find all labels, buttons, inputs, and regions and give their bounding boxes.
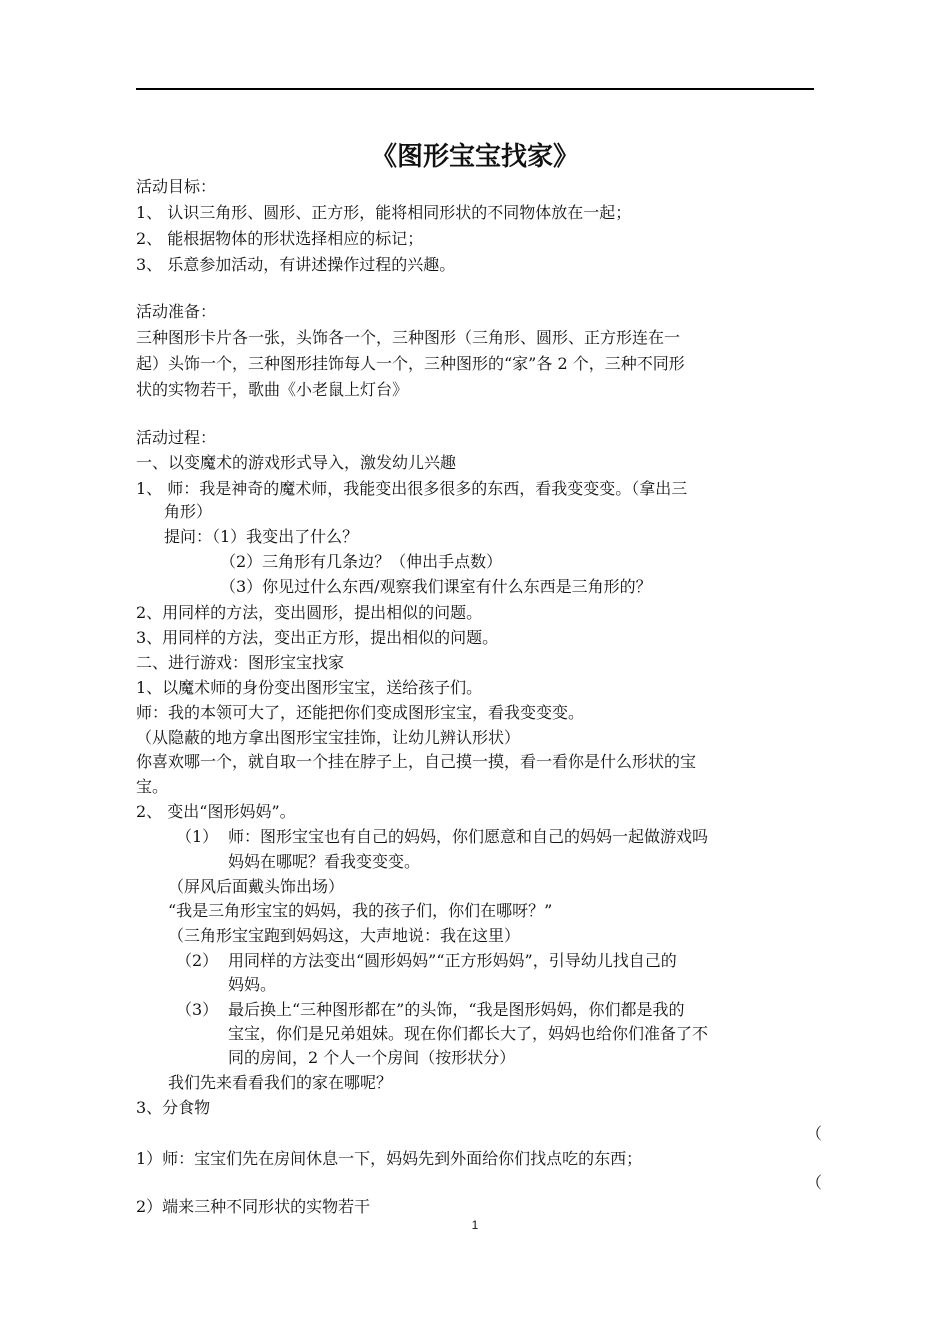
sub-item-text: 师：图形宝宝也有自己的妈妈，你们愿意和自己的妈妈一起做游戏吗 xyxy=(228,827,709,846)
stage-note: （屏风后面戴头饰出场） xyxy=(168,877,345,896)
quote-line: “我是三角形宝宝的妈妈，我的孩子们，你们在哪呀？” xyxy=(168,901,553,920)
page-title: 《图形宝宝找家》 xyxy=(370,142,579,172)
game-step-3: 3、分食物 xyxy=(136,1098,211,1117)
goal-item: 3、 乐意参加活动，有讲述操作过程的兴趣。 xyxy=(136,255,456,274)
closing-question: 我们先来看看我们的家在哪呢？ xyxy=(168,1073,393,1092)
prep-heading: 活动准备： xyxy=(136,302,217,321)
sub-item-text: 同的房间，2 个人一个房间（按形状分） xyxy=(228,1048,516,1067)
step-1-continuation: 角形） xyxy=(164,502,213,521)
sub-item-number: （1） xyxy=(176,827,219,846)
stage-note: （三角形宝宝跑到妈妈这，大声地说：我在这里） xyxy=(168,926,521,945)
game-text-line: 你喜欢哪一个，就自取一个挂在脖子上，自己摸一摸，看一看你是什么形状的宝 xyxy=(136,752,697,771)
header-rule xyxy=(136,88,814,90)
sub-item-text: 宝宝，你们是兄弟姐妹。现在你们都长大了，妈妈也给你们准备了不 xyxy=(228,1024,709,1043)
sub-item-number: （3） xyxy=(176,1000,219,1019)
stage-note: （从隐蔽的地方拿出图形宝宝挂饰，让幼儿辨认形状） xyxy=(136,728,521,747)
question-1: 提问：（1）我变出了什么？ xyxy=(164,527,359,546)
prep-line: 三种图形卡片各一张，头饰各一个，三种图形（三角形、圆形、正方形连在一 xyxy=(136,328,681,347)
goal-item: 2、 能根据物体的形状选择相应的标记； xyxy=(136,229,424,248)
sub-item-number: （2） xyxy=(176,951,219,970)
part1-heading: 一、以变魔术的游戏形式导入，激发幼儿兴趣 xyxy=(136,453,457,472)
game-step-2: 2、 变出“图形妈妈”。 xyxy=(136,802,296,821)
page-number: 1 xyxy=(471,1218,479,1232)
step-3-line: 3、用同样的方法，变出正方形，提出相似的问题。 xyxy=(136,628,499,647)
sub-item-text: 用同样的方法变出“圆形妈妈”“正方形妈妈”，引导幼儿找自己的 xyxy=(228,951,677,970)
step-1-line: 1、 师：我是神奇的魔术师，我能变出很多很多的东西，看我变变变。（拿出三 xyxy=(136,479,688,498)
stray-paren: （ xyxy=(805,1124,822,1143)
game-step-1: 1、以魔术师的身份变出图形宝宝，送给孩子们。 xyxy=(136,678,483,697)
game-text-line: 宝。 xyxy=(136,777,169,796)
sub-item-text: 妈妈在哪呢？看我变变变。 xyxy=(228,852,421,871)
prep-line: 起）头饰一个，三种图形挂饰每人一个，三种图形的“家”各 2 个，三种不同形 xyxy=(136,354,685,373)
goals-heading: 活动目标： xyxy=(136,177,217,196)
sub-item-text: 最后换上“三种图形都在”的头饰，“我是图形妈妈，你们都是我的 xyxy=(228,1000,685,1019)
teacher-line: 师：我的本领可大了，还能把你们变成图形宝宝，看我变变变。 xyxy=(136,703,585,722)
question-3: （3）你见过什么东西/观察我们课室有什么东西是三角形的？ xyxy=(220,577,652,596)
step-2-line: 2、用同样的方法，变出圆形，提出相似的问题。 xyxy=(136,603,483,622)
sub-item-text: 妈妈。 xyxy=(228,975,277,994)
part2-heading: 二、进行游戏：图形宝宝找家 xyxy=(136,653,345,672)
food-step-1: 1）师：宝宝们先在房间休息一下，妈妈先到外面给你们找点吃的东西； xyxy=(136,1149,643,1168)
question-2: （2）三角形有几条边？（伸出手点数） xyxy=(220,552,503,571)
prep-line: 状的实物若干，歌曲《小老鼠上灯台》 xyxy=(136,380,409,399)
food-step-2: 2）端来三种不同形状的实物若干 xyxy=(136,1197,371,1216)
process-heading: 活动过程： xyxy=(136,428,217,447)
stray-paren: （ xyxy=(805,1173,822,1192)
goal-item: 1、 认识三角形、圆形、正方形，能将相同形状的不同物体放在一起； xyxy=(136,203,632,222)
